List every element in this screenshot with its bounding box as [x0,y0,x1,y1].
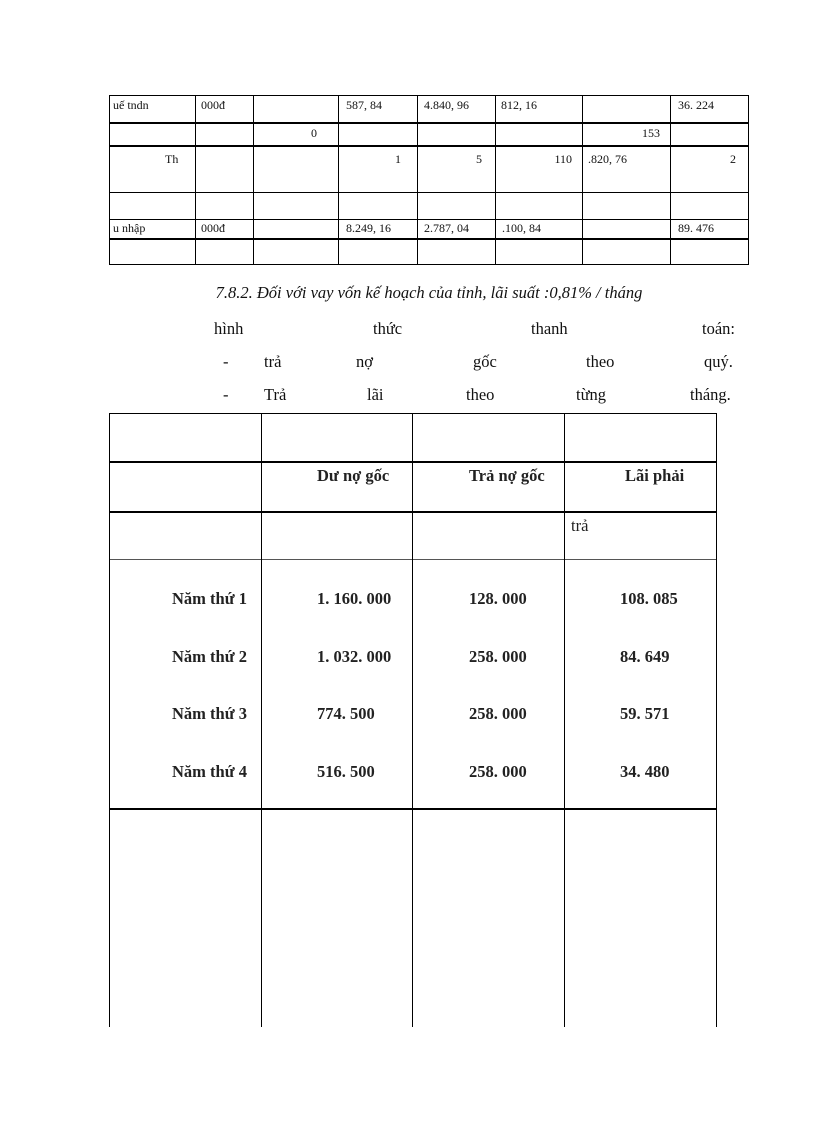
para-word: gốc [473,352,497,371]
para-word: theo [466,385,495,404]
table-rule [109,122,749,124]
table-rule [109,461,717,463]
table-rule [582,95,583,265]
row-label: Năm thứ 2 [172,647,247,666]
table-cell: 1. 032. 000 [317,647,392,666]
table-rule [109,413,717,414]
para-word: hình [214,319,244,338]
table-rule [109,511,717,513]
table-cell: uế tndn [113,98,149,112]
para-word: trả [264,352,282,371]
column-header: Lãi phải [625,466,685,485]
table-rule [109,413,110,1027]
row-label: Năm thứ 3 [172,704,247,723]
table-cell: 84. 649 [620,647,670,666]
table-rule [417,95,418,265]
summary-table [109,95,749,265]
table-cell: 59. 571 [620,704,670,723]
table-rule [109,95,749,96]
table-cell: 258. 000 [469,762,527,781]
table-cell: 4.840, 96 [424,98,469,112]
table-rule [109,192,749,193]
table-cell: 110 [554,152,572,166]
table-cell: 000đ [201,221,225,235]
para-word: Trả [264,385,287,404]
table-rule [670,95,671,265]
table-cell: 258. 000 [469,704,527,723]
para-word: nợ [356,352,373,371]
table-rule [338,95,339,265]
table-cell: 2 [730,152,736,166]
table-cell: 0 [311,126,317,140]
para-word: - [223,352,229,371]
table-rule [109,145,749,147]
table-rule [109,264,749,265]
table-rule [109,238,749,240]
table-cell: 153 [642,126,660,140]
para-word: theo [586,352,615,371]
column-header: Trả nợ gốc [469,466,545,485]
para-word: - [223,385,229,404]
row-label: Năm thứ 4 [172,762,247,781]
table-cell: 108. 085 [620,589,678,608]
table-cell: 774. 500 [317,704,375,723]
table-rule [195,95,196,265]
table-cell: 587, 84 [346,98,382,112]
table-rule [109,219,749,220]
para-word: từng [576,385,607,404]
table-rule [716,413,717,1027]
table-cell: 000đ [201,98,225,112]
table-rule [495,95,496,265]
table-cell: u nhập [113,221,146,235]
table-cell: .820, 76 [588,152,627,166]
table-cell: .100, 84 [502,221,541,235]
section-heading: 7.8.2. Đối với vay vốn kế hoạch của tỉnh, lãi suất :0,81% / tháng [215,283,643,302]
table-cell: 258. 000 [469,647,527,666]
para-word: thức [373,319,403,338]
table-cell: 1. 160. 000 [317,589,392,608]
repayment-table [109,413,717,1027]
table-rule [109,559,717,560]
table-cell: 5 [476,152,482,166]
table-cell: 812, 16 [501,98,537,112]
table-cell: 36. 224 [678,98,714,112]
para-word: quý. [704,352,733,371]
table-rule [564,413,565,1027]
column-header-continued: trả [571,516,589,535]
table-rule [748,95,749,265]
para-word: toán: [702,319,735,338]
table-cell: 516. 500 [317,762,375,781]
para-word: lãi [367,385,384,404]
table-rule [109,808,717,810]
table-cell: 1 [395,152,401,166]
table-cell: 8.249, 16 [346,221,391,235]
table-rule [109,95,110,265]
table-cell: 2.787, 04 [424,221,469,235]
table-cell: 34. 480 [620,762,670,781]
para-word: tháng. [690,385,731,404]
table-cell: 89. 476 [678,221,714,235]
para-word: thanh [531,319,568,338]
column-header: Dư nợ gốc [317,466,390,485]
table-rule [412,413,413,1027]
row-label: Năm thứ 1 [172,589,247,608]
table-cell: 128. 000 [469,589,527,608]
table-rule [261,413,262,1027]
table-rule [253,95,254,265]
table-cell: Th [165,152,179,166]
